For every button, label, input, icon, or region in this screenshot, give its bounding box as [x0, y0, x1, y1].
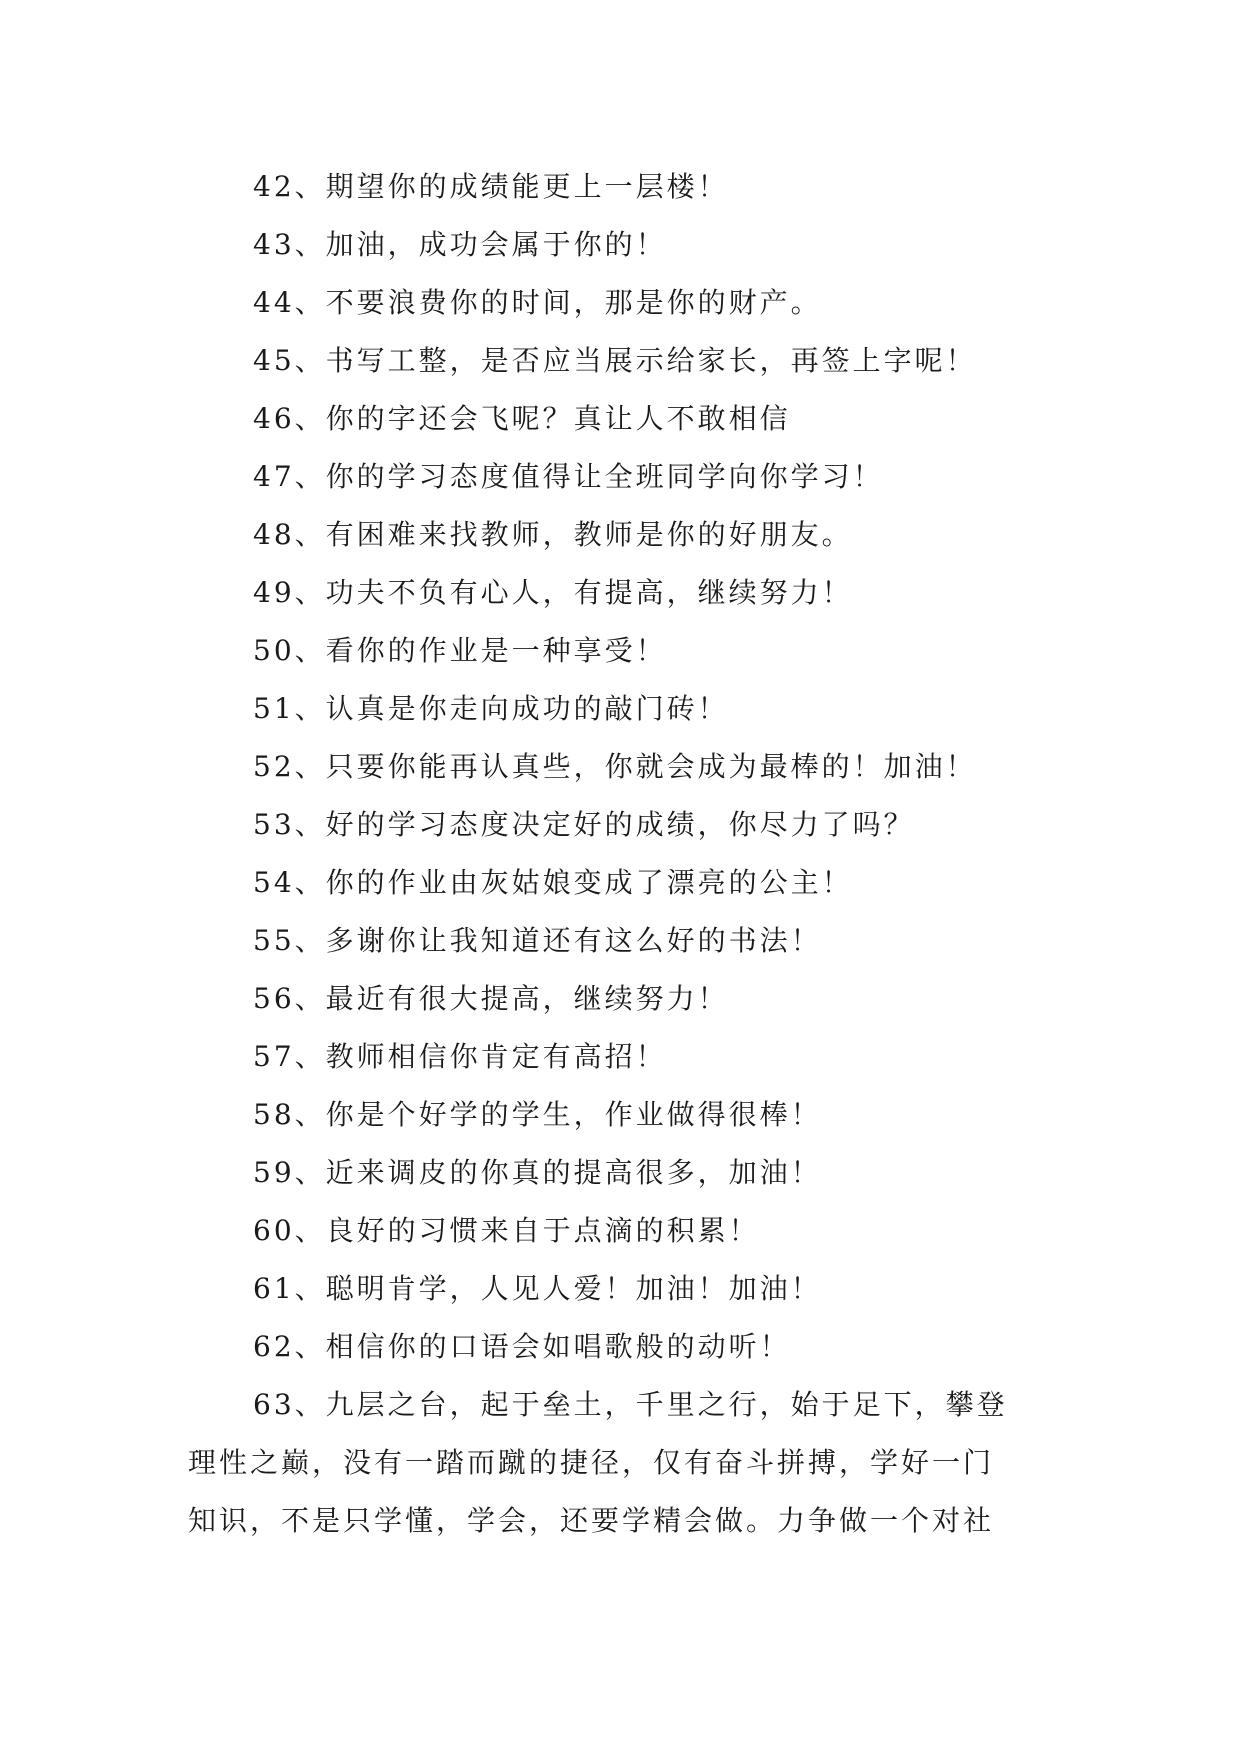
list-item: 61、聪明肯学，人见人爱！加油！加油！: [253, 1272, 822, 1305]
list-item: 55、多谢你让我知道还有这么好的书法！: [253, 924, 822, 957]
list-item: 58、你是个好学的学生，作业做得很棒！: [253, 1098, 822, 1131]
list-item: 45、书写工整，是否应当展示给家长，再签上字呢！: [253, 344, 977, 377]
list-item: 54、你的作业由灰姑娘变成了漂亮的公主！: [253, 866, 853, 899]
list-item: 50、看你的作业是一种享受！: [253, 634, 667, 667]
paragraph-line: 理性之巅，没有一踏而蹴的捷径，仅有奋斗拼搏，学好一门: [188, 1446, 995, 1479]
list-item: 46、你的字还会飞呢？真让人不敢相信: [253, 402, 791, 435]
list-item: 47、你的学习态度值得让全班同学向你学习！: [253, 460, 884, 493]
list-item: 51、认真是你走向成功的敲门砖！: [253, 692, 729, 725]
list-item: 56、最近有很大提高，继续努力！: [253, 982, 729, 1015]
paragraph-line: 知识，不是只学懂，学会，还要学精会做。力争做一个对社: [188, 1504, 995, 1537]
list-item: 42、期望你的成绩能更上一层楼！: [253, 170, 729, 203]
list-item: 60、良好的习惯来自于点滴的积累！: [253, 1214, 760, 1247]
list-item: 62、相信你的口语会如唱歌般的动听！: [253, 1330, 791, 1363]
list-item: 44、不要浪费你的时间，那是你的财产。: [253, 286, 822, 319]
list-item: 59、近来调皮的你真的提高很多，加油！: [253, 1156, 822, 1189]
document-body: [188, 158, 1056, 1550]
list-item: 48、有困难来找教师，教师是你的好朋友。: [253, 518, 853, 551]
list-item: 49、功夫不负有心人，有提高，继续努力！: [253, 576, 853, 609]
paragraph-line-first: 63、九层之台，起于垒土，千里之行，始于足下，攀登: [253, 1388, 1008, 1421]
list-item: 43、加油，成功会属于你的！: [253, 228, 667, 261]
list-item: 53、好的学习态度决定好的成绩，你尽力了吗？: [253, 808, 915, 841]
list-item: 57、教师相信你肯定有高招！: [253, 1040, 667, 1073]
list-item: 52、只要你能再认真些，你就会成为最棒的！加油！: [253, 750, 977, 783]
